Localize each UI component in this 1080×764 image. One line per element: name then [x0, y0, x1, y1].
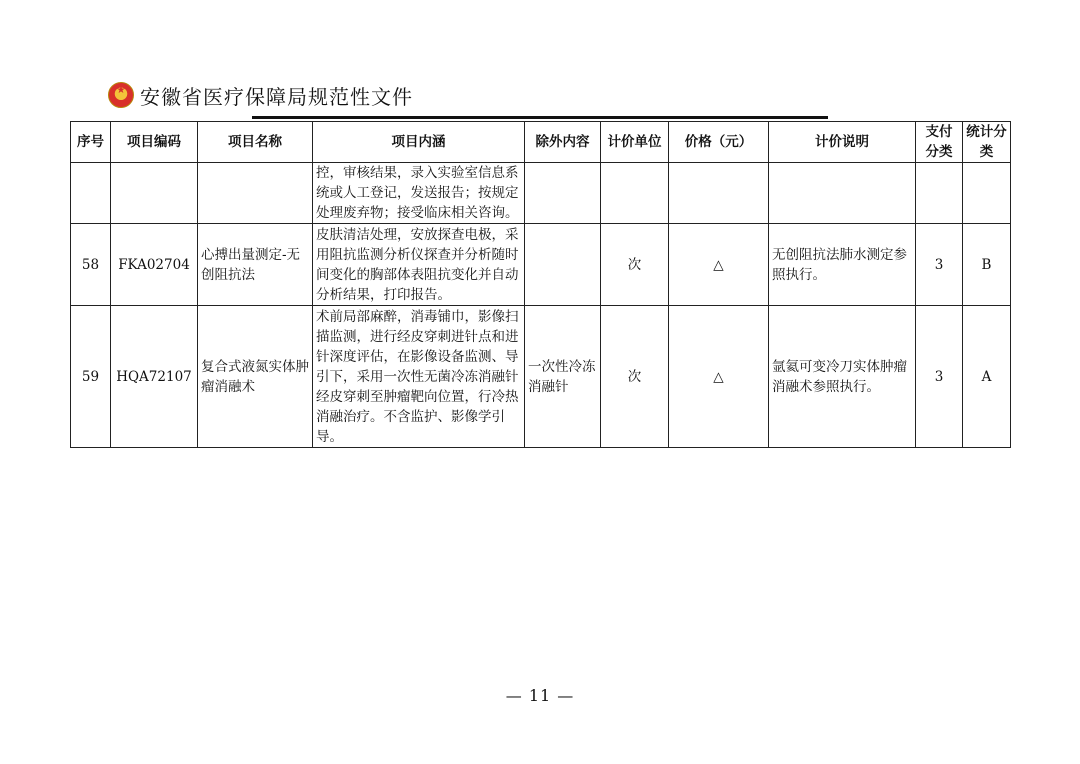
fee-table: [70, 121, 1011, 448]
cell-price: [669, 163, 769, 224]
cell-stat: [963, 163, 1011, 224]
cell-content: 皮肤清洁处理，安放探查电极，采用阻抗监测分析仪探查并分析随时间变化的胸部体表阻抗变化并自动分析结果，打印报告。: [313, 224, 525, 306]
cell-code: [111, 163, 198, 224]
header-stat: 统计分类: [963, 122, 1011, 163]
cell-name: [198, 163, 313, 224]
cell-seq: [71, 163, 111, 224]
document-title: 安徽省医疗保障局规范性文件: [140, 84, 413, 109]
cell-seq: 59: [71, 306, 111, 448]
header-content: 项目内涵: [313, 122, 525, 163]
cell-unit: 次: [601, 224, 669, 306]
cell-pay: 3: [916, 306, 963, 448]
cell-stat: A: [963, 306, 1011, 448]
page-number: — 11 —: [505, 686, 575, 705]
cell-code: FKA02704: [111, 224, 198, 306]
cell-excluded: [525, 163, 601, 224]
cell-unit: [601, 163, 669, 224]
header-price: 价格（元）: [669, 122, 769, 163]
cell-pay: 3: [916, 224, 963, 306]
cell-seq: 58: [71, 224, 111, 306]
cell-stat: B: [963, 224, 1011, 306]
cell-price: △: [669, 306, 769, 448]
table-header-row: [71, 122, 1011, 163]
document-header: [108, 78, 413, 112]
cell-name: 心搏出量测定-无创阻抗法: [198, 224, 313, 306]
cell-excluded: 一次性冷冻消融针: [525, 306, 601, 448]
cell-excluded: [525, 224, 601, 306]
cell-price: △: [669, 224, 769, 306]
header-name: 项目名称: [198, 122, 313, 163]
cell-unit: 次: [601, 306, 669, 448]
cell-note: 无创阻抗法肺水测定参照执行。: [769, 224, 916, 306]
header-rule: [252, 116, 828, 119]
header-excluded: 除外内容: [525, 122, 601, 163]
cell-note: [769, 163, 916, 224]
table-row: [71, 163, 1011, 224]
header-seq: 序号: [71, 122, 111, 163]
cell-content: 控，审核结果，录入实验室信息系统或人工登记，发送报告；按规定处理废弃物；接受临床相关咨询。: [313, 163, 525, 224]
header-note: 计价说明: [769, 122, 916, 163]
cell-content: 术前局部麻醉，消毒铺巾，影像扫描监测，进行经皮穿刺进针点和进针深度评估，在影像设备监测、导引下，采用一次性无菌冷冻消融针经皮穿刺至肿瘤靶向位置，行冷热消融治疗。不含监护、影像学引导。: [313, 306, 525, 448]
header-unit: 计价单位: [601, 122, 669, 163]
header-code: 项目编码: [111, 122, 198, 163]
cell-pay: [916, 163, 963, 224]
cell-note: 氩氦可变冷刀实体肿瘤消融术参照执行。: [769, 306, 916, 448]
table-row: [71, 224, 1011, 306]
table-row: [71, 306, 1011, 448]
national-emblem-icon: [108, 82, 134, 108]
header-pay: 支付分类: [916, 122, 963, 163]
cell-name: 复合式液氮实体肿瘤消融术: [198, 306, 313, 448]
cell-code: HQA72107: [111, 306, 198, 448]
